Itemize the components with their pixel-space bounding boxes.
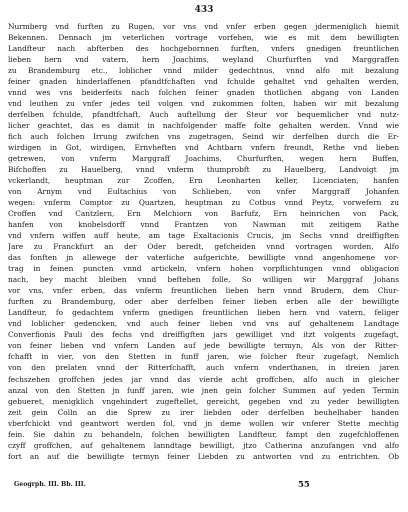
text-line: lieben hern vnd vatern, hern Joachims, weyland Churfurften vnd Marggraffen: [8, 55, 399, 65]
text-line: Converfionis Pauli des fechs vnd dreiffigften jars gewilliget vnd itzt volgents zugefagt,: [8, 330, 399, 340]
text-line: zeit gein Colln an die Sprew zu irer liebden oder derfelben beuhelhaber handen: [8, 407, 399, 417]
text-line: Bekennen. Dennach jm veterlichen vortrage vorfehen, wie es mit dem bewilligten: [8, 33, 399, 43]
text-line: zu Brandemburg etc., loblicher vnnd milder gedechtnus, vnnd alfo mit bezalung: [8, 66, 399, 76]
text-line: Nurmberg vnd furften zu Rugen, vor vns vnd vnfer erben gegen jdermeniglich hiemit: [8, 22, 399, 31]
text-line: fein. Sie dahin zu behandeln, folchen bewilligten Landfteur, fampt den zugefchloffenen: [8, 429, 399, 439]
text-line: von den prelaten vnnd der Ritterfchafft, auch vnfern vnderthanen, in dreien jaren: [8, 363, 399, 373]
footer-signature: Geogrph. III. Bb. III.: [14, 481, 86, 488]
text-line: getrewen, von vnferm Marggraff Joachims, Churfurften, wegen hern Buffen,: [8, 154, 399, 164]
text-line: vckerlandt, heuptman zur Zcoffen, Ern Leonharten keller, Licenciaten, hanfen: [8, 176, 399, 186]
text-line: vnd loblicher gedencken, vnd auch feiner lieben vnd vns auf gehaltenem Landtage: [8, 319, 399, 329]
text-line: Jare zu Franckfurt an der Oder beredt, gefcheiden vnnd vortragen worden, Alfo: [8, 242, 399, 252]
text-line: fechszehen groffchen jedes jar vnnd das vierde acht groffchen, alfo auch in gleicher: [8, 374, 399, 384]
text-line: vnd vnfern wiffen auff heute, am tage Exaltacionis Crucis, jm Sechs vnnd dreiffigften: [8, 231, 399, 241]
text-line: wegen: vnferm Comptor zu Quartzen, heuptman zu Cotbus vnnd Peytz, vorwefern zu: [8, 198, 399, 208]
body-text: [8, 21, 399, 462]
text-line: wirdigen in Got, wirdigen, Ernvheften vnd Achtbarn vnfern freundt, Rethe vnd lieben: [8, 143, 399, 153]
page-number: 433: [194, 5, 214, 15]
page-footer: [8, 480, 399, 490]
text-line: Landfteur nach abfterben des hochgebornnen furften, vnfers gnedigen freuntlichen: [8, 44, 399, 54]
text-line: fort an auf die bewilligte termyn feiner Liebden zu antworten vnd zu entrichten. Ob: [8, 451, 399, 461]
text-line: licher geachtet, das es damit in nachfolgender maffe folte gehalten werden. Vnnd wie: [8, 121, 399, 131]
text-line: trag in feinen puncten vnnd artickeln, vnfern hohen vorpflichtungen vnnd obligacion: [8, 264, 399, 274]
text-line: das fonften jn allewege der vaterliche aufgerichte, bewilligte vnnd angenhomene vor-: [8, 253, 399, 263]
text-line: hanfen von knobelsdorff vnnd Frantzen von Nawman mit zeitigem Rathe: [8, 220, 399, 230]
text-line: furften zu Brandemburg, oder aber derfelben feiner lieben erben alle der bewilligte: [8, 297, 399, 307]
text-line: gebueret, menigklich vngehindert zugeftellet, gereicht, gegeben vnd zu yeder bewilligten: [8, 396, 399, 406]
text-line: czyff groffchen, auf gehaltenem lanndtage bewilligt, jtzo Catherina anzufangen vnd alfo: [8, 440, 399, 450]
text-line: Landfteur, fo gedachtem vnferm gnedigen freuntlichen lieben hern vnd vatern, feliger: [8, 308, 399, 318]
text-line: fchafft in vier, von den Stetten in funff jaren, wie folcher fteur zugefagt, Nemlich: [8, 352, 399, 362]
text-line: von feiner lieben vnd vnfern Landen auf jede bewilligte termyn, Als von der Ritter-: [8, 341, 399, 351]
text-line: derfelben fchulde, pfandtfchaft, Auch auftellung der Steur vor bequemlicher vnd nutz-: [8, 110, 399, 120]
text-line: fich auch folchen Irrung zwifchen vns zugetragen, Seind wir derfelben durch die Er-: [8, 132, 399, 142]
text-line: Croffen vnd Cantzlern, Ern Melchiorn von Barfufz, Ern heinrichen von Pack,: [8, 209, 399, 219]
footer-sheet-number: 55: [298, 480, 310, 490]
text-line: anzal von den Stetten jn funff jaren, wie jnen gein folcher Summen auf yeden Termin: [8, 385, 399, 395]
text-line: von Arnym vnd Eultachius von Schlieben, von vnfer Marggraff Johanfen: [8, 187, 399, 197]
text-line: nach, bey macht bleiben vnnd beftehen folle, So willigen wir Marggraf Johans: [8, 275, 399, 285]
text-line: feiner gnaden hinderlaffenen pfandtfchaften vnd fchulde gehaltet vnd gehalten werden,: [8, 77, 399, 87]
text-line: vor vns, vnfer erben, das vnferm freuntlichen lieben hern vnnd Brudern, dem Chur-: [8, 286, 399, 296]
text-line: vnnd wes vns beiderfeits nach folchen feiner gnaden thotlichen abgang von Landen: [8, 88, 399, 98]
text-line: Bifchoffen zu Hauelberg, vnnd vnferm thumprobft zu Hauelberg, Landvoigt jm: [8, 165, 399, 175]
text-line: vberfchickt vnd geantwort werden fol, vnd jn deme wollen wir vnferer Stette mechtig: [8, 418, 399, 428]
text-line: vnd leuthen zu vnfer jedes teil volgen vnd zukommen folten, haben wir mit bezalung: [8, 99, 399, 109]
